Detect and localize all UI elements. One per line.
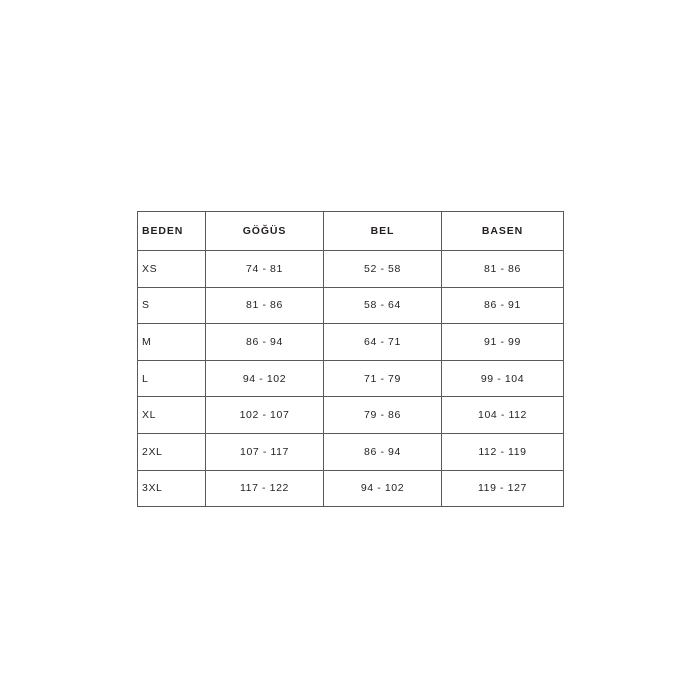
- table-row: [138, 397, 564, 434]
- cell-size: XL: [138, 397, 206, 434]
- cell-hip: 99 - 104: [442, 360, 564, 397]
- cell-waist: 86 - 94: [324, 433, 442, 470]
- cell-waist: 52 - 58: [324, 251, 442, 288]
- cell-hip: 91 - 99: [442, 324, 564, 361]
- table-row: [138, 251, 564, 288]
- cell-chest: 94 - 102: [206, 360, 324, 397]
- cell-chest: 107 - 117: [206, 433, 324, 470]
- column-header-size: BEDEN: [138, 212, 206, 251]
- column-header-waist: BEL: [324, 212, 442, 251]
- size-table: [137, 211, 564, 507]
- cell-waist: 94 - 102: [324, 470, 442, 507]
- table-header: [138, 212, 564, 251]
- cell-waist: 64 - 71: [324, 324, 442, 361]
- table-row: [138, 470, 564, 507]
- size-chart: [137, 211, 563, 507]
- cell-chest: 86 - 94: [206, 324, 324, 361]
- cell-hip: 104 - 112: [442, 397, 564, 434]
- cell-chest: 117 - 122: [206, 470, 324, 507]
- cell-hip: 119 - 127: [442, 470, 564, 507]
- cell-chest: 81 - 86: [206, 287, 324, 324]
- table-row: [138, 360, 564, 397]
- cell-size: L: [138, 360, 206, 397]
- table-row: [138, 324, 564, 361]
- cell-hip: 81 - 86: [442, 251, 564, 288]
- table-row: [138, 287, 564, 324]
- cell-size: XS: [138, 251, 206, 288]
- cell-size: 2XL: [138, 433, 206, 470]
- table-row: [138, 433, 564, 470]
- cell-size: 3XL: [138, 470, 206, 507]
- cell-chest: 102 - 107: [206, 397, 324, 434]
- cell-chest: 74 - 81: [206, 251, 324, 288]
- cell-hip: 112 - 119: [442, 433, 564, 470]
- cell-waist: 71 - 79: [324, 360, 442, 397]
- table-header-row: [138, 212, 564, 251]
- cell-size: M: [138, 324, 206, 361]
- column-header-hip: BASEN: [442, 212, 564, 251]
- cell-hip: 86 - 91: [442, 287, 564, 324]
- column-header-chest: GÖĞÜS: [206, 212, 324, 251]
- table-body: [138, 251, 564, 507]
- cell-size: S: [138, 287, 206, 324]
- cell-waist: 58 - 64: [324, 287, 442, 324]
- cell-waist: 79 - 86: [324, 397, 442, 434]
